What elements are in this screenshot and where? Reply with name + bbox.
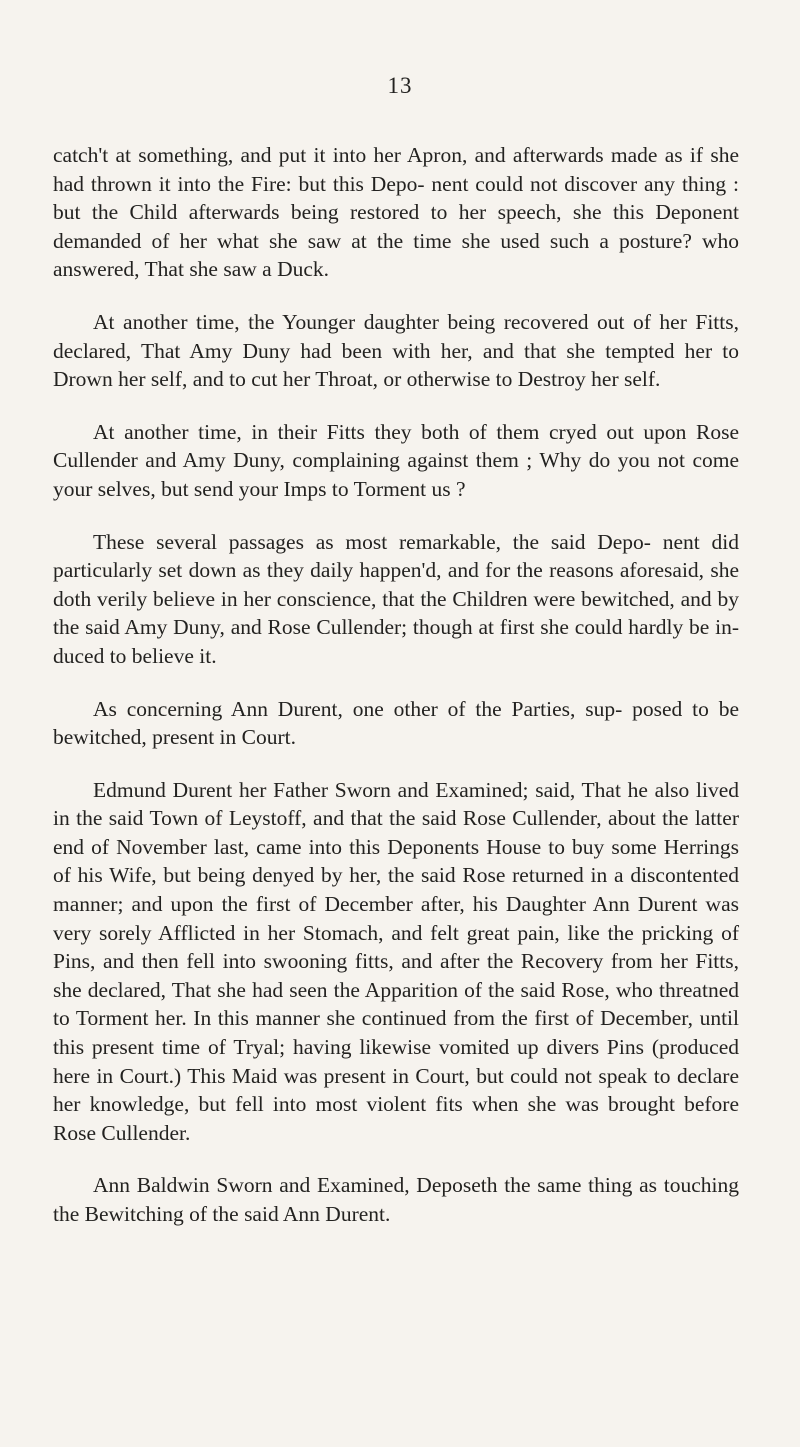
paragraph-younger-daughter: At another time, the Younger daughter being recovered out of her Fitts, declared, That Amy Duny had been with her, and that she tempted her to Drown her self, and to cut her Throat, or otherwise to Destroy her self.	[53, 309, 739, 392]
paragraph-continuation: catch't at something, and put it into her Apron, and afterwards made as if she had thrown it into the Fire: but this Depo- nent could not discover any thing : but the Child afterwards being restored to her speech, she this Deponent demanded of her what she saw at the time she used such a posture? who answered, That she saw a Duck.	[53, 143, 739, 282]
page-number: 13	[387, 73, 413, 98]
paragraph-ann-baldwin: Ann Baldwin Sworn and Examined, Deposeth the same thing as touching the Bewitching of the said Ann Durent.	[53, 1173, 739, 1226]
paragraph-passages-remarkable: These several passages as most remarkable, the said Depo- nent did particularly set down as they daily happen'd, and for the reasons aforesaid, she doth verily believe in her conscience, that the Children were bewitched, and by the said Amy Duny, and Rose Cullender; though at first she could hardly be in- duced to believe it.	[53, 529, 739, 668]
paragraph-ann-durent: As concerning Ann Durent, one other of the Parties, sup- posed to be bewitched, present in Court.	[53, 696, 739, 750]
paragraph-edmund-durent: Edmund Durent her Father Sworn and Examined; said, That he also lived in the said Town of Leystoff, and that the said Rose Cullender, about the latter end of November last, came into this Deponents House to buy some Herrings of his Wife, but being denyed by her, the said Rose returned in a discontented manner; and upon the first of December after, his Daughter Ann Durent was very sorely Afflicted in her Stomach, and felt great pain, like the pricking of Pins, and then fell into swooning fitts, and after the Recovery from her Fitts, she declared, That she had seen the Apparition of the said Rose, who threatned to Torment her. In this manner she continued from the first of December, until this present time of Tryal; having likewise vomited up divers Pins (produced here in Court.) This Maid was present in Court, but could not speak to declare her knowledge, but fell into most violent fits when she was brought before Rose Cullender.	[53, 777, 739, 1145]
body-text	[53, 141, 739, 1253]
paragraph-both-cryed-out: At another time, in their Fitts they both of them cryed out upon Rose Cullender and Amy Duny, complaining against them ; Why do you not come your selves, but send your Imps to Torment us ?	[53, 419, 739, 501]
